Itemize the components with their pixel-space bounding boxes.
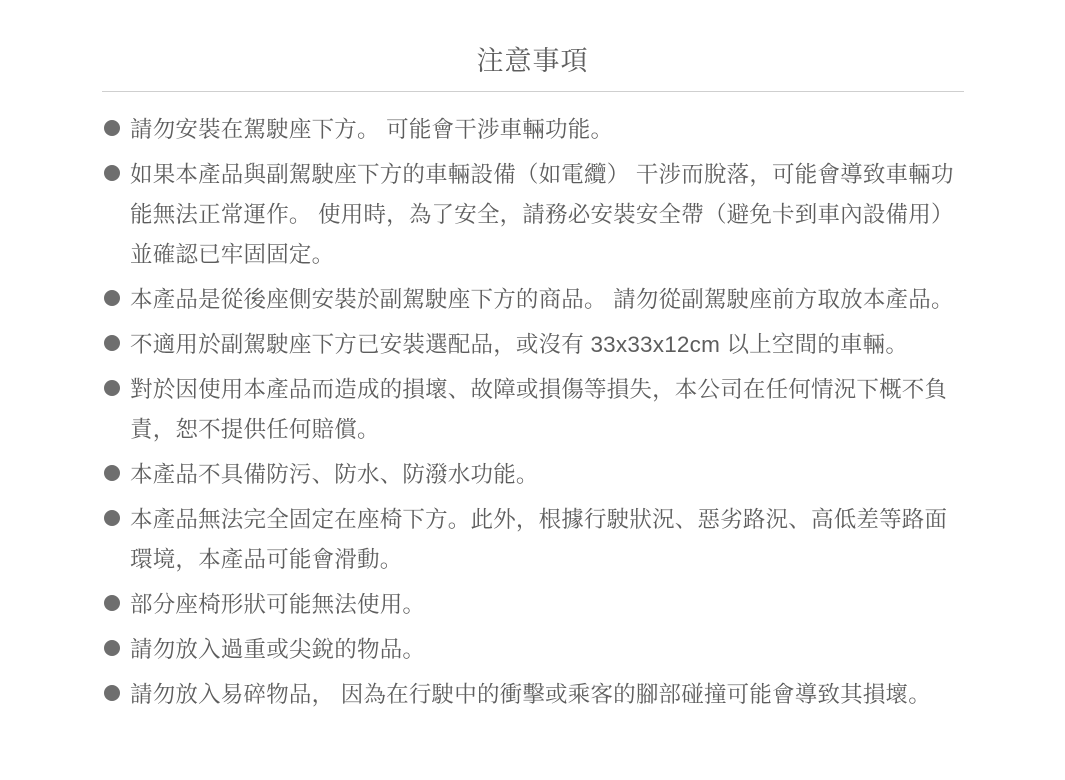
list-item (104, 630, 966, 670)
list-item (104, 675, 966, 715)
list-item-text: 如果本產品與副駕駛座下方的車輛設備（如電纜） 干涉而脫落，可能會導致車輛功能無法正常運作。 使用時，為了安全，請務必安裝安全帶（避免卡到車內設備用）並確認已牢固固定。 (130, 162, 954, 268)
bullet-icon (104, 335, 120, 351)
notice-list (104, 110, 966, 715)
bullet-icon (104, 685, 120, 701)
page-title: 注意事項 (476, 46, 589, 76)
bullet-icon (104, 595, 120, 611)
list-item-text: 本產品不具備防污、防水、防潑水功能。 (130, 462, 539, 488)
list-item-text: 不適用於副駕駛座下方已安裝選配品，或沒有 33x33x12cm 以上空間的車輛。 (130, 332, 909, 358)
list-item (104, 370, 966, 450)
list-item-text: 部分座椅形狀可能無法使用。 (130, 592, 426, 618)
title-divider (102, 91, 964, 92)
list-item-text: 本產品無法完全固定在座椅下方。此外，根據行駛狀況、惡劣路況、高低差等路面環境，本產品可能會滑動。 (130, 507, 948, 573)
bullet-icon (104, 380, 120, 396)
list-item (104, 585, 966, 625)
page-title-wrap (0, 0, 1065, 79)
bullet-icon (104, 510, 120, 526)
list-item (104, 110, 966, 150)
list-item-text: 本產品是從後座側安裝於副駕駛座下方的商品。 請勿從副駕駛座前方取放本產品。 (130, 287, 954, 313)
list-item (104, 155, 966, 275)
bullet-icon (104, 290, 120, 306)
list-item-text: 請勿安裝在駕駛座下方。 可能會干涉車輛功能。 (130, 117, 614, 143)
list-item (104, 280, 966, 320)
bullet-icon (104, 165, 120, 181)
list-item (104, 325, 966, 365)
list-item-text: 對於因使用本產品而造成的損壞、故障或損傷等損失，本公司在任何情況下概不負責，恕不提供任何賠償。 (130, 377, 948, 443)
list-item (104, 455, 966, 495)
list-item (104, 500, 966, 580)
list-item-text: 請勿放入易碎物品， 因為在行駛中的衝擊或乘客的腳部碰撞可能會導致其損壞。 (130, 682, 931, 708)
bullet-icon (104, 120, 120, 136)
bullet-icon (104, 640, 120, 656)
bullet-icon (104, 465, 120, 481)
list-item-text: 請勿放入過重或尖銳的物品。 (130, 637, 426, 663)
